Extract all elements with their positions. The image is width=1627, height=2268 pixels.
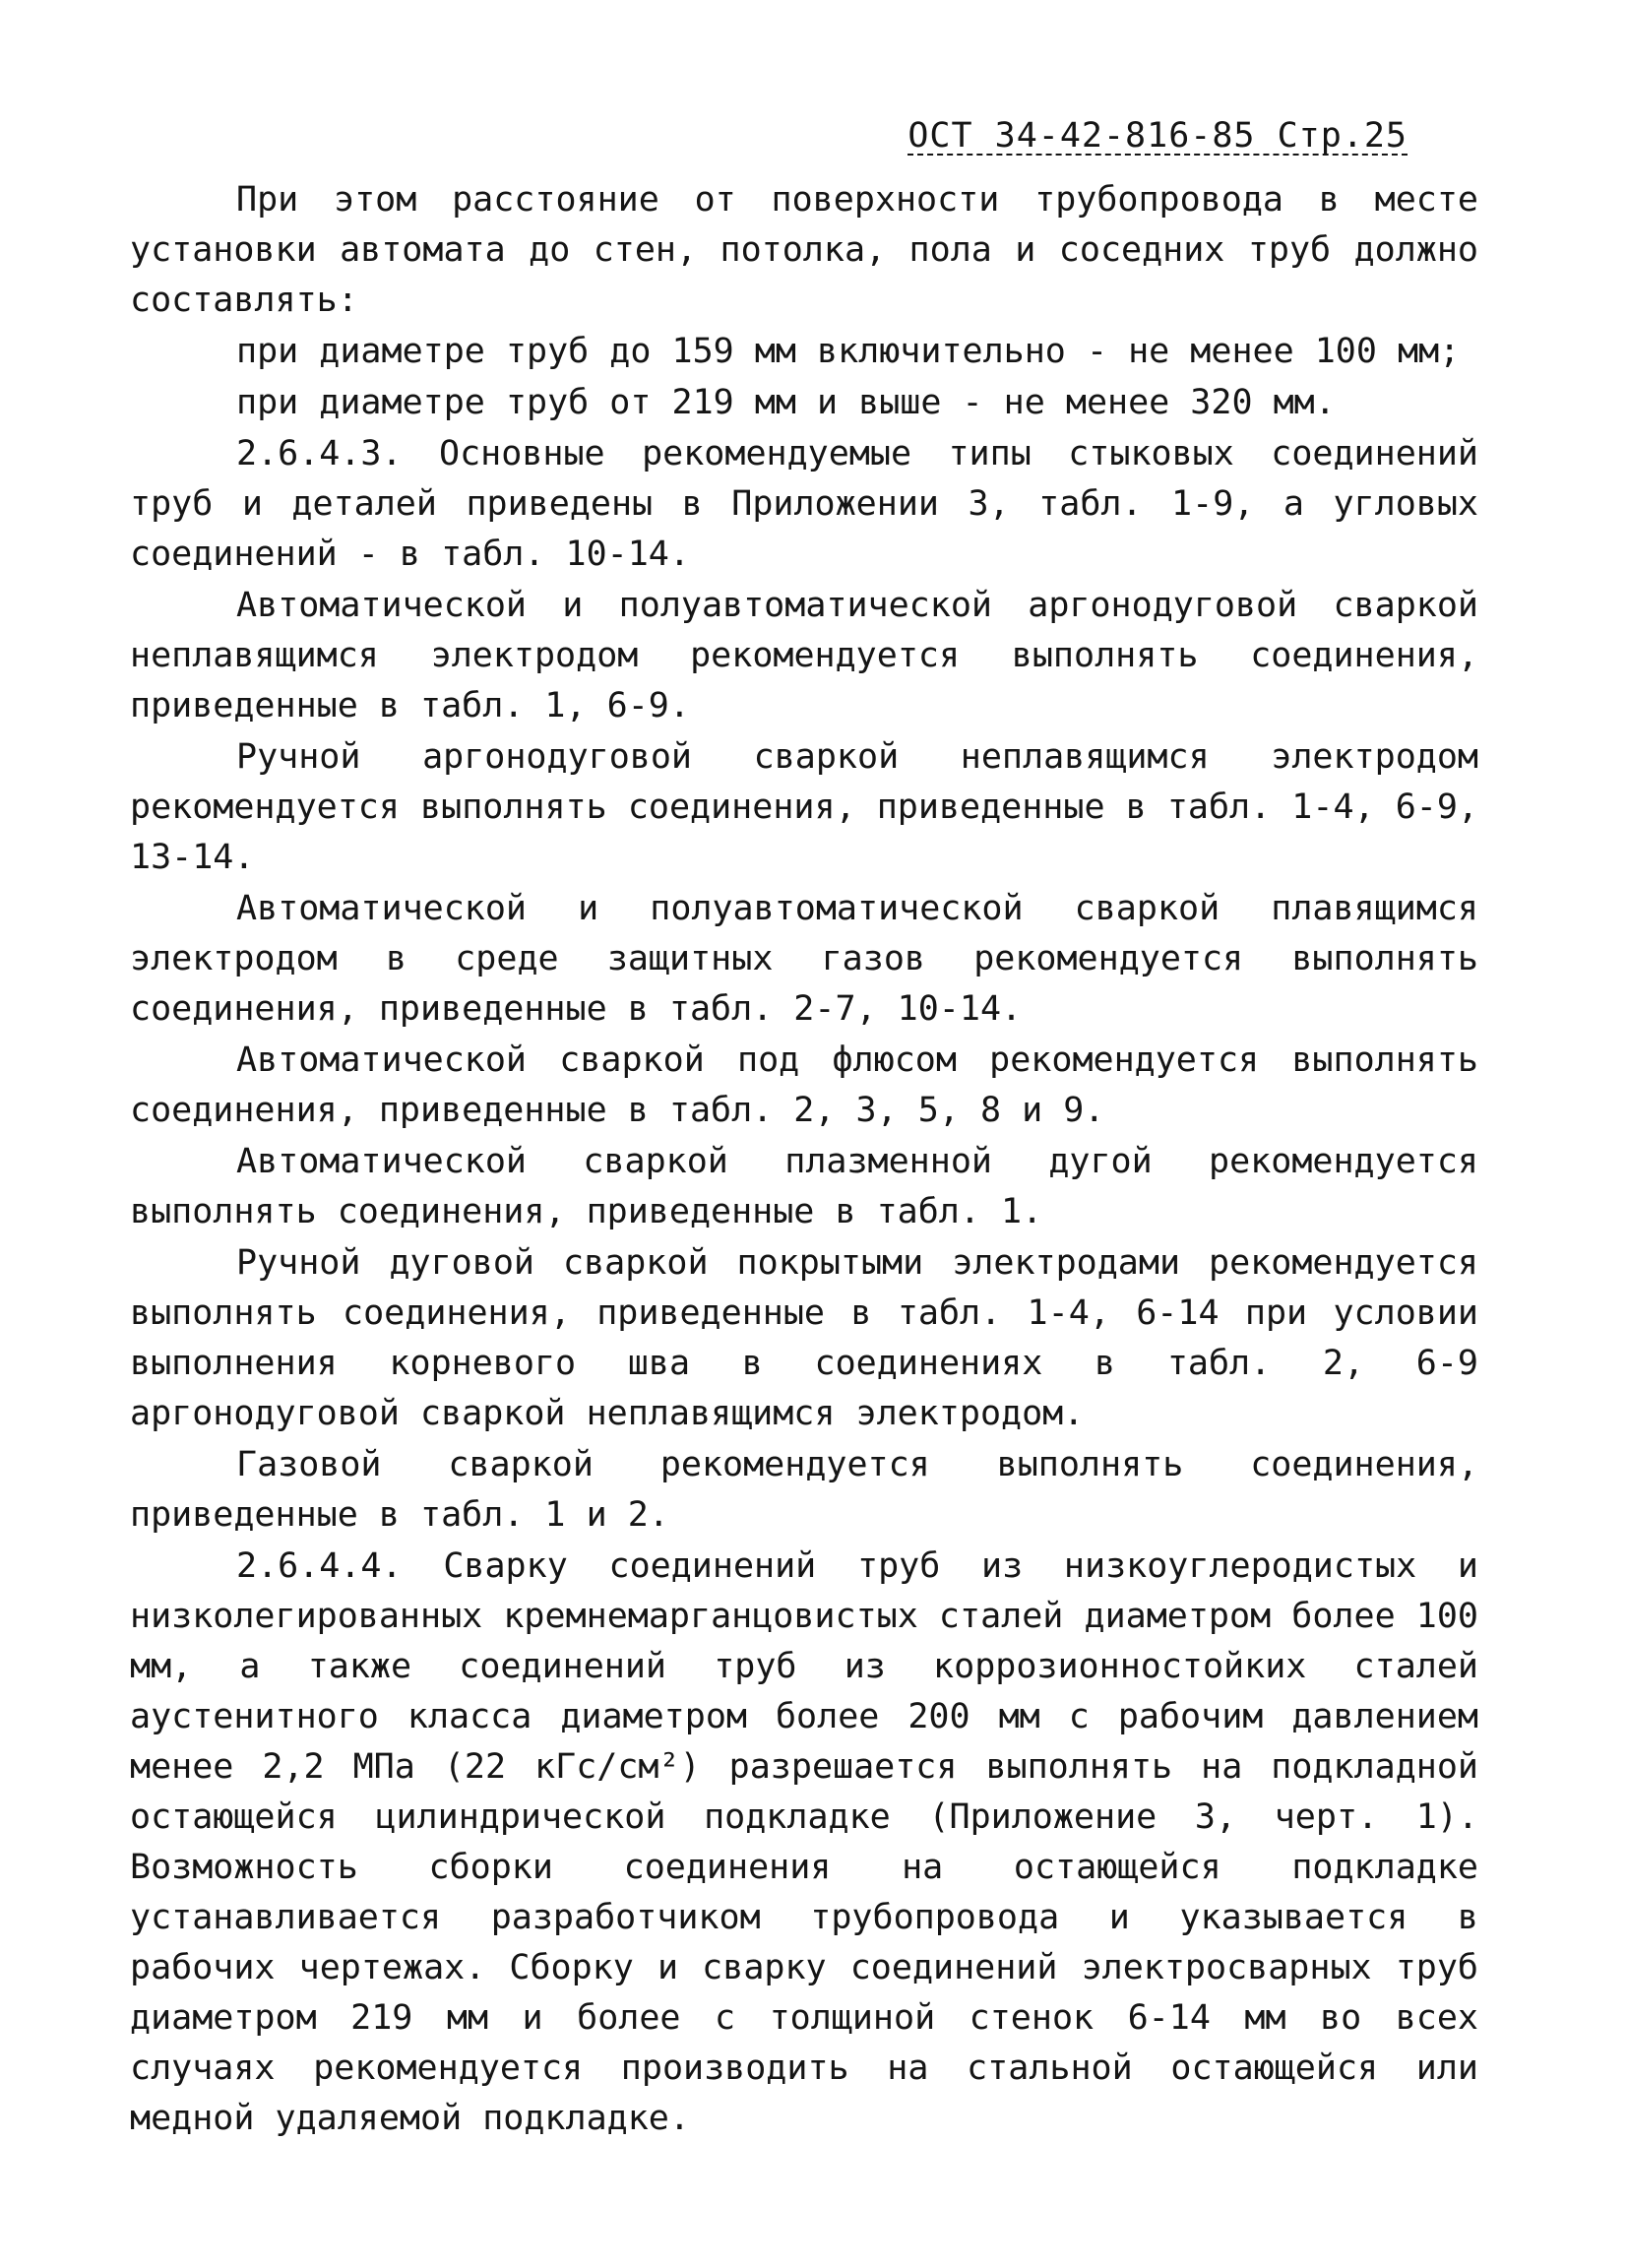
paragraph-2-6-4-3: 2.6.4.3. Основные рекомендуемые типы стыковых соединений труб и деталей приведены в Приложении 3, табл. 1-9, а угловых соединений - в табл. 10-14. <box>130 434 1478 574</box>
paragraph-submerged-arc: Автоматической сваркой под флюсом рекомендуется выполнять соединения, приведенные в табл. 2, 3, 5, 8 и 9. <box>130 1040 1478 1130</box>
paragraph-manual-arc: Ручной дуговой сваркой покрытыми электродами рекомендуется выполнять соединения, приведенные в табл. 1-4, 6-14 при условии выполнения корневого шва в соединениях в табл. 2, 6-9 аргонодуговой сваркой неплавящимся электродом. <box>130 1243 1478 1433</box>
paragraph-auto-argon: Автоматической и полуавтоматической аргонодуговой сваркой неплавящимся электродом рекомендуется выполнять соединения, приведенные в табл. 1, 6-9. <box>130 586 1478 725</box>
paragraph-2-6-4-4: 2.6.4.4. Сварку соединений труб из низкоуглеродистых и низколегированных кремнемарганцовистых сталей диаметром более 100 мм, а также соединений труб из коррозионностойких сталей аустенитного класса диаметром более 200 мм с рабочим давлением менее 2,2 МПа (22 кГс/см²) разрешается выполнять на подкладной остающейся цилиндрической подкладке (Приложение 3, черт. 1). Возможность сборки соединения на остающейся подкладке устанавливается разработчиком трубопровода и указывается в рабочих чертежах. Сборку и сварку соединений электросварных труб диаметром 219 мм и более с толщиной стенок 6-14 мм во всех случаях рекомендуется производить на стальной остающейся или медной удаляемой подкладке. <box>130 1546 1478 2138</box>
document-body <box>130 175 1478 2145</box>
paragraph-gas-welding: Газовой сваркой рекомендуется выполнять соединения, приведенные в табл. 1 и 2. <box>130 1445 1478 1535</box>
document-header: ОСТ 34-42-816-85 Стр.25 <box>907 116 1408 156</box>
paragraph-gas-shielded: Автоматической и полуавтоматической сваркой плавящимся электродом в среде защитных газов рекомендуется выполнять соединения, приведенные в табл. 2-7, 10-14. <box>130 889 1478 1029</box>
paragraph-distance-requirements: При этом расстояние от поверхности трубопровода в месте установки автомата до стен, потолка, пола и соседних труб должно составлять: <box>130 180 1478 320</box>
list-item-diameter-219: при диаметре труб от 219 мм и выше - не менее 320 мм. <box>236 383 1336 422</box>
list-item-diameter-159: при диаметре труб до 159 мм включительно - не менее 100 мм; <box>236 332 1461 371</box>
paragraph-plasma-arc: Автоматической сваркой плазменной дугой рекомендуется выполнять соединения, приведенные в табл. 1. <box>130 1142 1478 1231</box>
paragraph-manual-argon: Ручной аргонодуговой сваркой неплавящимся электродом рекомендуется выполнять соединения, приведенные в табл. 1-4, 6-9, 13-14. <box>130 737 1478 877</box>
